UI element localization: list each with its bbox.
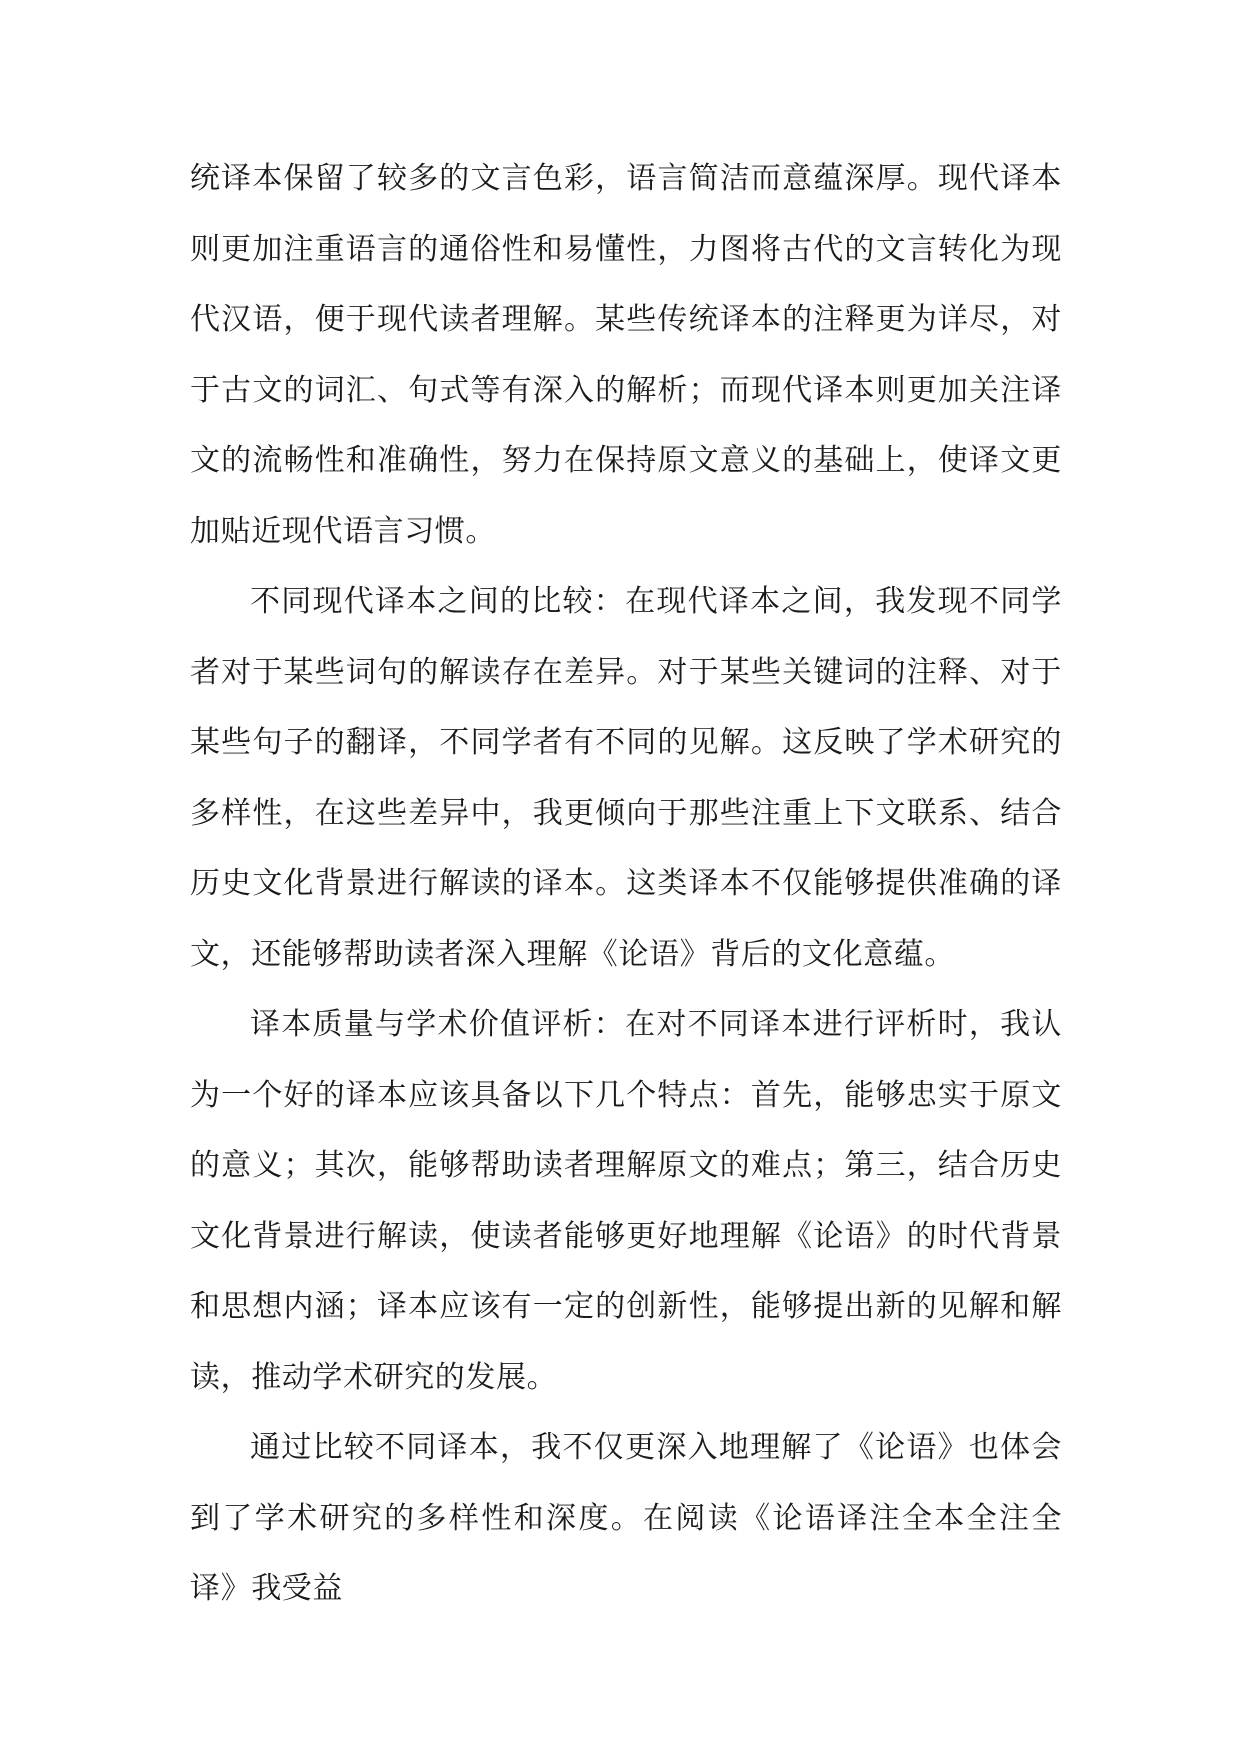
paragraph-3: 译本质量与学术价值评析：在对不同译本进行评析时，我认为一个好的译本应该具备以下几个特点：首先，能够忠实于原文的意义；其次，能够帮助读者理解原文的难点；第三，结合历史文化背景进行解读，使读者能够更好地理解《论语》的时代背景和思想内涵；译本应该有一定的创新性，能够提出新的见解和解读，推动学术研究的发展。 [190,1007,1062,1395]
paragraph-2: 不同现代译本之间的比较：在现代译本之间，我发现不同学者对于某些词句的解读存在差异。对于某些关键词的注释、对于某些句子的翻译，不同学者有不同的见解。这反映了学术研究的多样性，在这些差异中，我更倾向于那些注重上下文联系、结合历史文化背景进行解读的译本。这类译本不仅能够提供准确的译文，还能够帮助读者深入理解《论语》背后的文化意蕴。 [190,584,1062,972]
document-body [190,144,1062,1625]
paragraph-4: 通过比较不同译本，我不仅更深入地理解了《论语》也体会到了学术研究的多样性和深度。在阅读《论语译注全本全注全译》我受益 [190,1430,1062,1606]
paragraph-1: 统译本保留了较多的文言色彩，语言简洁而意蕴深厚。现代译本则更加注重语言的通俗性和易懂性，力图将古代的文言转化为现代汉语，便于现代读者理解。某些传统译本的注释更为详尽，对于古文的词汇、句式等有深入的解析；而现代译本则更加关注译文的流畅性和准确性，努力在保持原文意义的基础上，使译文更加贴近现代语言习惯。 [190,161,1062,549]
